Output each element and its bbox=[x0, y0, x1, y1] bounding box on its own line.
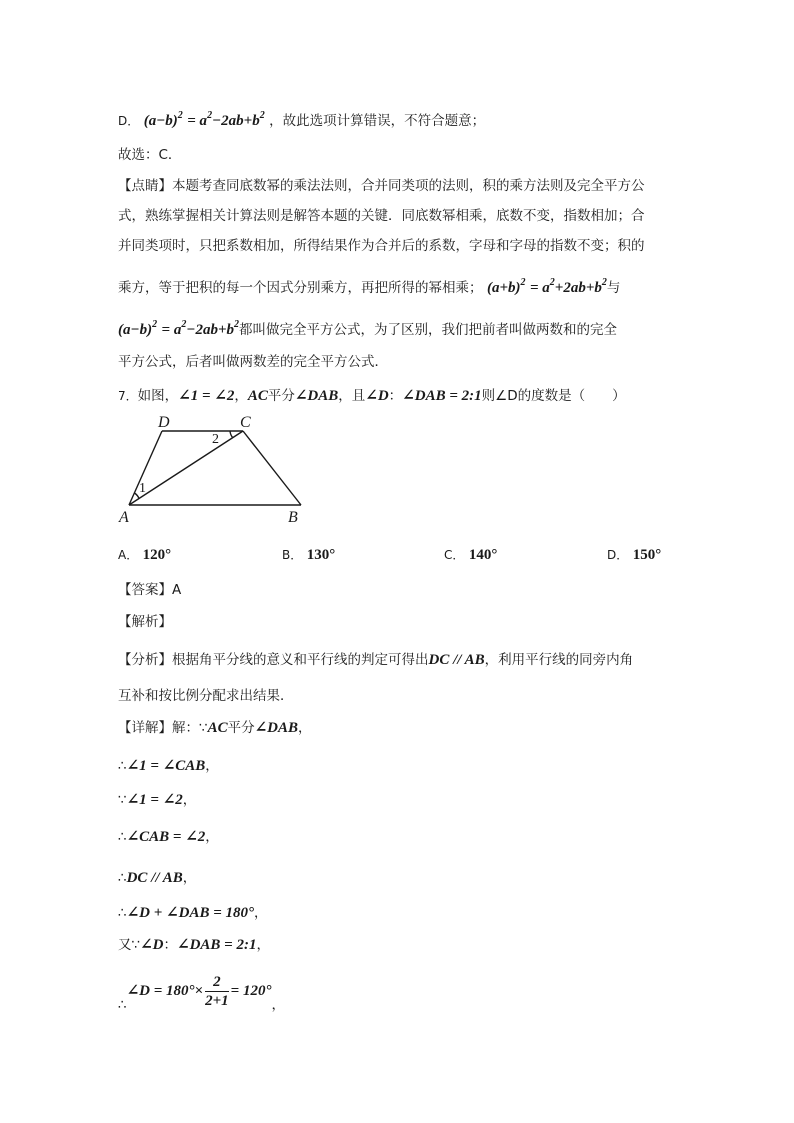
option-c bbox=[444, 546, 497, 564]
fraction-numerator: 2 bbox=[205, 973, 229, 992]
step-text: 【详解】解：∵ bbox=[118, 720, 208, 736]
fenxi-line-1 bbox=[118, 650, 633, 670]
question-text: 则∠D的度数是（ ） bbox=[481, 388, 626, 404]
formula: = a bbox=[161, 322, 182, 338]
angle-1-label: 1 bbox=[139, 481, 146, 496]
exponent: 2 bbox=[177, 110, 183, 121]
option-d-label: D． bbox=[118, 114, 140, 128]
step-text: ∴ bbox=[118, 758, 127, 774]
question-text: 平分 bbox=[267, 388, 295, 404]
step-text: 平分 bbox=[227, 720, 255, 736]
step-text: ， bbox=[182, 870, 197, 886]
formula: (a−b) bbox=[118, 322, 153, 338]
formula: = 120° bbox=[230, 983, 272, 999]
step-7 bbox=[118, 935, 270, 955]
exponent: 2 bbox=[181, 319, 187, 330]
formula-mid: = a bbox=[187, 113, 208, 129]
exponent: 2 bbox=[152, 319, 158, 330]
formula: AC bbox=[207, 720, 228, 736]
formula: AC bbox=[247, 388, 268, 404]
exponent: 2 bbox=[549, 277, 555, 288]
step-text: ， bbox=[298, 720, 312, 736]
option-value: 130° bbox=[306, 547, 336, 563]
question-text: ，且 bbox=[338, 388, 366, 404]
formula-left: (a−b) bbox=[143, 113, 178, 129]
formula: −2ab+b bbox=[186, 322, 234, 338]
option-d bbox=[607, 546, 661, 564]
dianjing-line-2: 式，熟练掌握相关计算法则是解答本题的关键．同底数幂相乘，底数不变，指数相加；合 bbox=[118, 208, 645, 224]
step-text: ： bbox=[163, 937, 177, 953]
option-value: 120° bbox=[142, 547, 172, 563]
trapezoid-figure bbox=[112, 410, 312, 530]
fraction bbox=[205, 973, 229, 1010]
step-3 bbox=[118, 790, 196, 810]
step-4 bbox=[118, 827, 219, 847]
step-1 bbox=[118, 718, 312, 738]
formula: ∠1 = ∠2 bbox=[178, 388, 235, 404]
question-text: 如图， bbox=[137, 388, 179, 404]
formula: (a+b) bbox=[486, 280, 521, 296]
fenxi-text: ，利用平行线的同旁内角 bbox=[484, 652, 634, 668]
formula: ∠D = 180°× bbox=[126, 983, 204, 999]
angle-2-arc bbox=[230, 431, 233, 438]
step-text: ， bbox=[271, 997, 285, 1013]
step-6 bbox=[118, 903, 268, 923]
option-d-line bbox=[118, 111, 485, 133]
vertex-a-label: A bbox=[119, 509, 129, 526]
step-text: ∴ bbox=[118, 829, 127, 845]
option-label: D． bbox=[607, 548, 629, 562]
formula: ∠CAB = ∠2 bbox=[126, 829, 206, 845]
exponent: 2 bbox=[207, 110, 213, 121]
formula: ∠DAB = 2:1 bbox=[177, 937, 257, 953]
step-text: 又∵ bbox=[118, 937, 141, 953]
formula: DC // AB bbox=[126, 870, 183, 886]
step-text: ∵ bbox=[118, 792, 127, 808]
exponent: 2 bbox=[259, 110, 265, 121]
answer-line: 【答案】A bbox=[118, 582, 182, 598]
dianjing-line-5 bbox=[118, 320, 617, 342]
formula: ∠DAB bbox=[254, 720, 299, 736]
vertex-d-label: D bbox=[158, 414, 170, 431]
question-text: ， bbox=[234, 388, 248, 404]
formula: ∠DAB bbox=[294, 388, 339, 404]
option-d-comment: ，故此选项计算错误，不符合题意； bbox=[269, 113, 486, 129]
formula-tail: −2ab+b bbox=[212, 113, 260, 129]
step-text: ， bbox=[205, 758, 219, 774]
option-b bbox=[282, 546, 335, 564]
step-text: ∴ bbox=[118, 870, 127, 886]
dianjing-line-3: 并同类项时，只把系数相加，所得结果作为合并后的系数，字母和字母的指数不变；积的 bbox=[118, 238, 645, 254]
formula: ∠D bbox=[140, 937, 164, 953]
side-cb bbox=[243, 431, 301, 505]
dianjing-text: 乘方，等于把积的每一个因式分别乘方，再把所得的幂相乘； bbox=[118, 280, 483, 296]
dianjing-line-1: 【点睛】本题考查同底数幂的乘法法则，合并同类项的法则，积的乘方法则及完全平方公 bbox=[118, 178, 645, 194]
formula: ∠D + ∠DAB = 180° bbox=[126, 905, 254, 921]
step-text: ， bbox=[256, 937, 270, 953]
exponent: 2 bbox=[234, 319, 239, 330]
question-number: 7． bbox=[118, 389, 138, 403]
vertex-c-label: C bbox=[240, 414, 251, 431]
step-text: ∴ bbox=[118, 905, 127, 921]
fenxi-line-2: 互补和按比例分配求出结果． bbox=[118, 688, 294, 704]
step-8 bbox=[118, 972, 285, 1024]
step-5 bbox=[118, 868, 196, 888]
step-text: ， bbox=[182, 792, 197, 808]
dianjing-line-4 bbox=[118, 278, 620, 300]
option-value: 140° bbox=[468, 547, 498, 563]
yu-text: 与 bbox=[606, 280, 621, 296]
formula: ∠1 = ∠CAB bbox=[126, 758, 206, 774]
step-text: ∴ bbox=[118, 997, 127, 1013]
fenxi-text: 【分析】根据角平分线的意义和平行线的判定可得出 bbox=[118, 652, 429, 668]
option-label: C． bbox=[444, 548, 465, 562]
exponent: 2 bbox=[520, 277, 526, 288]
formula: = a bbox=[529, 280, 550, 296]
question-text: ： bbox=[388, 388, 403, 404]
option-value: 150° bbox=[632, 547, 662, 563]
step-text: ， bbox=[205, 829, 219, 845]
fraction-denominator: 2+1 bbox=[205, 992, 229, 1009]
dianjing-text: 都叫做完全平方公式，为了区别，我们把前者叫做两数和的完全 bbox=[239, 322, 617, 338]
exponent: 2 bbox=[601, 277, 607, 288]
dianjing-line-6: 平方公式，后者叫做两数差的完全平方公式． bbox=[118, 354, 388, 370]
step-2 bbox=[118, 756, 219, 776]
option-a bbox=[118, 546, 171, 564]
jiexi-line: 【解析】 bbox=[118, 614, 172, 630]
formula: ∠1 = ∠2 bbox=[126, 792, 183, 808]
vertex-b-label: B bbox=[288, 509, 298, 526]
formula: +2ab+b bbox=[554, 280, 602, 296]
angle-2-label: 2 bbox=[212, 432, 219, 447]
formula: ∠D bbox=[365, 388, 389, 404]
option-label: A． bbox=[118, 548, 139, 562]
step-text: ， bbox=[254, 905, 268, 921]
question-7 bbox=[118, 386, 626, 406]
choose-line: 故选：C． bbox=[118, 147, 182, 163]
formula: DC // AB bbox=[428, 652, 485, 668]
formula: ∠DAB = 2:1 bbox=[402, 388, 482, 404]
option-label: B． bbox=[282, 548, 303, 562]
